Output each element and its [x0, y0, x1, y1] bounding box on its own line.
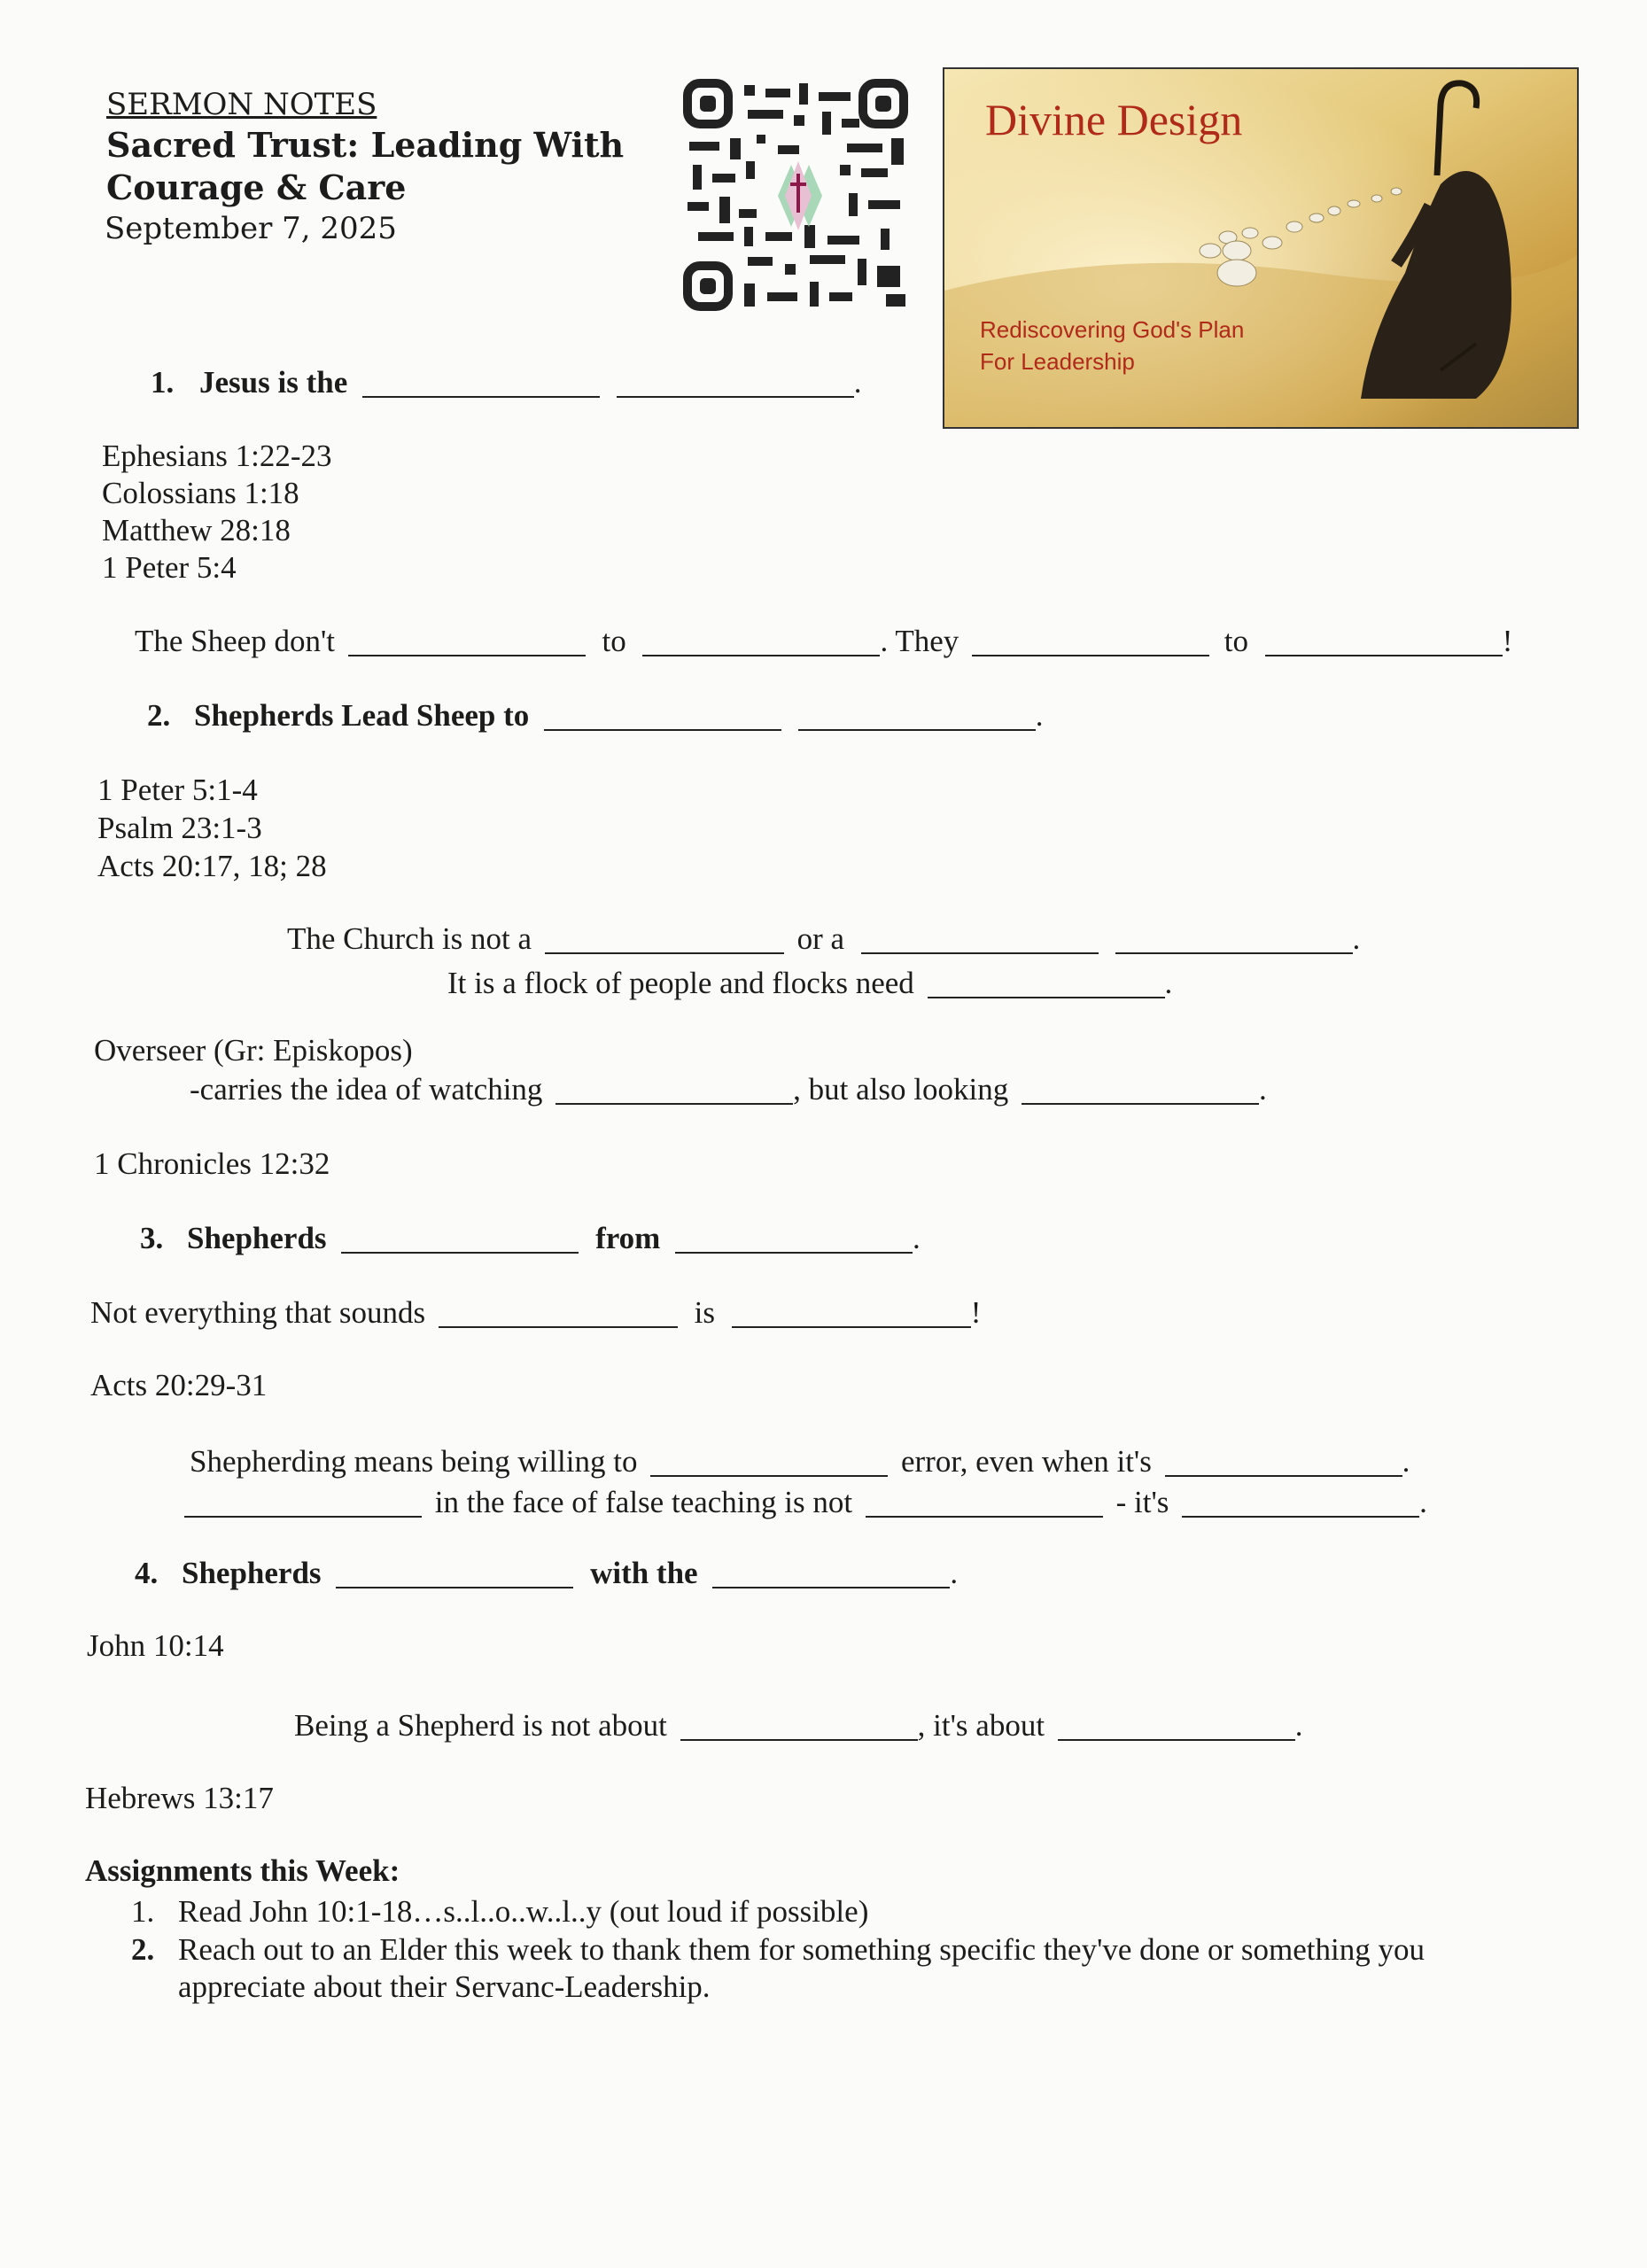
blank[interactable]	[928, 966, 1165, 998]
fill-text: - it's	[1115, 1485, 1169, 1519]
assignment-number: 2.	[131, 1932, 155, 1967]
point-4-text: Shepherds	[182, 1556, 322, 1590]
point-3-text: from	[595, 1221, 661, 1255]
fill-text: -carries the idea of watching	[190, 1072, 543, 1107]
flock-fill-line: It is a flock of people and flocks need .	[447, 966, 1173, 1000]
blank[interactable]	[1182, 1485, 1419, 1518]
point-4-heading: 4. Shepherds with the .	[135, 1556, 959, 1590]
sermon-date: September 7, 2025	[105, 211, 397, 246]
scripture-reference: 1 Chronicles 12:32	[94, 1146, 330, 1181]
qr-code[interactable]	[680, 76, 914, 315]
blank[interactable]	[617, 365, 854, 398]
blank[interactable]	[439, 1295, 678, 1328]
scripture-reference: Acts 20:29-31	[90, 1368, 268, 1402]
qr-code-graphic	[680, 76, 914, 315]
blank[interactable]	[712, 1556, 950, 1588]
sermon-title: Sacred Trust: Leading With Courage & Care	[106, 125, 625, 207]
fill-text: is	[694, 1295, 716, 1330]
point-2-number: 2.	[147, 698, 171, 733]
blank[interactable]	[341, 1221, 579, 1254]
point-1-references	[102, 438, 332, 586]
scripture-reference: Colossians 1:18	[102, 476, 299, 510]
assignment-item	[131, 1931, 1513, 2006]
blank[interactable]	[555, 1072, 793, 1105]
banner-subtitle: Rediscovering God's Plan For Leadership	[980, 316, 1245, 375]
assignment-number: 1.	[131, 1894, 155, 1929]
banner-title: Divine Design	[985, 95, 1243, 144]
fill-text: It is a flock of people and flocks need	[447, 966, 914, 1000]
divine-design-banner	[943, 67, 1579, 429]
blank[interactable]	[642, 624, 880, 656]
scripture-reference: John 10:14	[87, 1628, 224, 1663]
point-2-references	[97, 771, 327, 885]
blank[interactable]	[348, 624, 586, 656]
blank[interactable]	[544, 698, 781, 731]
scripture-reference: 1 Peter 5:4	[102, 550, 237, 585]
fill-text: , it's about	[917, 1708, 1045, 1743]
church-fill-line: The Church is not a or a .	[287, 921, 1361, 956]
blank[interactable]	[866, 1485, 1103, 1518]
sheep-fill-line	[135, 624, 1512, 659]
scripture-reference: Matthew 28:18	[102, 513, 291, 548]
fill-text: to	[602, 624, 626, 658]
blank[interactable]	[1165, 1444, 1402, 1477]
scripture-reference: Psalm 23:1-3	[97, 811, 262, 845]
blank[interactable]	[650, 1444, 888, 1477]
blank[interactable]	[362, 365, 600, 398]
fill-text: error, even when it's	[900, 1444, 1152, 1479]
fill-text: !	[970, 1295, 982, 1330]
document-label: SERMON NOTES	[106, 87, 377, 122]
fill-text: , but also looking	[793, 1072, 1009, 1107]
point-4-text: with the	[590, 1556, 698, 1590]
fill-text: The Church is not a	[287, 921, 532, 956]
point-1-text: Jesus is the	[199, 365, 348, 400]
assignment-text: Read John 10:1-18…s..l..o..w..l..y (out loud if possible)	[178, 1894, 869, 1929]
fill-text: !	[1502, 624, 1513, 658]
blank[interactable]	[798, 698, 1036, 731]
point-1-heading: 1. Jesus is the .	[151, 365, 862, 400]
blank[interactable]	[1022, 1072, 1259, 1105]
blank[interactable]	[680, 1708, 918, 1741]
shepherd-fill-line: Being a Shepherd is not about , it's about .	[294, 1708, 1303, 1743]
blank[interactable]	[184, 1485, 422, 1518]
assignment-text: Reach out to an Elder this week to thank them for something specific they've done or something you appreciate about their Servanc-Leadership.	[178, 1932, 1425, 2004]
fill-text: . They	[880, 624, 959, 658]
point-2-text: Shepherds Lead Sheep to	[194, 698, 530, 733]
fill-text: Shepherding means being willing to	[190, 1444, 638, 1479]
sounds-fill-line	[90, 1295, 981, 1331]
fill-text: or a	[796, 921, 845, 956]
point-1-number: 1.	[151, 365, 175, 400]
false-teaching-fill-line: in the face of false teaching is not - it's .	[184, 1485, 1427, 1520]
overseer-fill-line: -carries the idea of watching , but also looking .	[190, 1072, 1267, 1107]
point-3-number: 3.	[140, 1221, 164, 1255]
blank[interactable]	[545, 921, 784, 954]
shepherding-fill-line: Shepherding means being willing to error, even when it's .	[190, 1444, 1410, 1479]
point-3-text: Shepherds	[187, 1221, 327, 1255]
point-3-heading: 3. Shepherds from .	[140, 1221, 921, 1255]
blank[interactable]	[1115, 921, 1353, 954]
blank[interactable]	[732, 1295, 971, 1328]
fill-text: Being a Shepherd is not about	[294, 1708, 667, 1743]
scripture-reference: Ephesians 1:22-23	[102, 439, 332, 473]
fill-text: to	[1224, 624, 1248, 658]
blank[interactable]	[675, 1221, 913, 1254]
blank[interactable]	[861, 921, 1099, 954]
fill-text: Not everything that sounds	[90, 1295, 426, 1330]
assignments-heading: Assignments this Week:	[85, 1853, 400, 1888]
blank[interactable]	[972, 624, 1209, 656]
point-4-number: 4.	[135, 1556, 159, 1590]
scripture-reference: 1 Peter 5:1-4	[97, 773, 258, 807]
blank[interactable]	[1265, 624, 1503, 656]
point-2-heading: 2. Shepherds Lead Sheep to .	[147, 698, 1044, 733]
fill-text: The Sheep don't	[135, 624, 335, 658]
overseer-term: Overseer (Gr: Episkopos)	[94, 1033, 413, 1068]
assignment-item	[131, 1894, 868, 1930]
scripture-reference: Acts 20:17, 18; 28	[97, 849, 327, 883]
blank[interactable]	[336, 1556, 573, 1588]
scripture-reference: Hebrews 13:17	[85, 1781, 274, 1815]
blank[interactable]	[1058, 1708, 1295, 1741]
fill-text: in the face of false teaching is not	[434, 1485, 853, 1519]
